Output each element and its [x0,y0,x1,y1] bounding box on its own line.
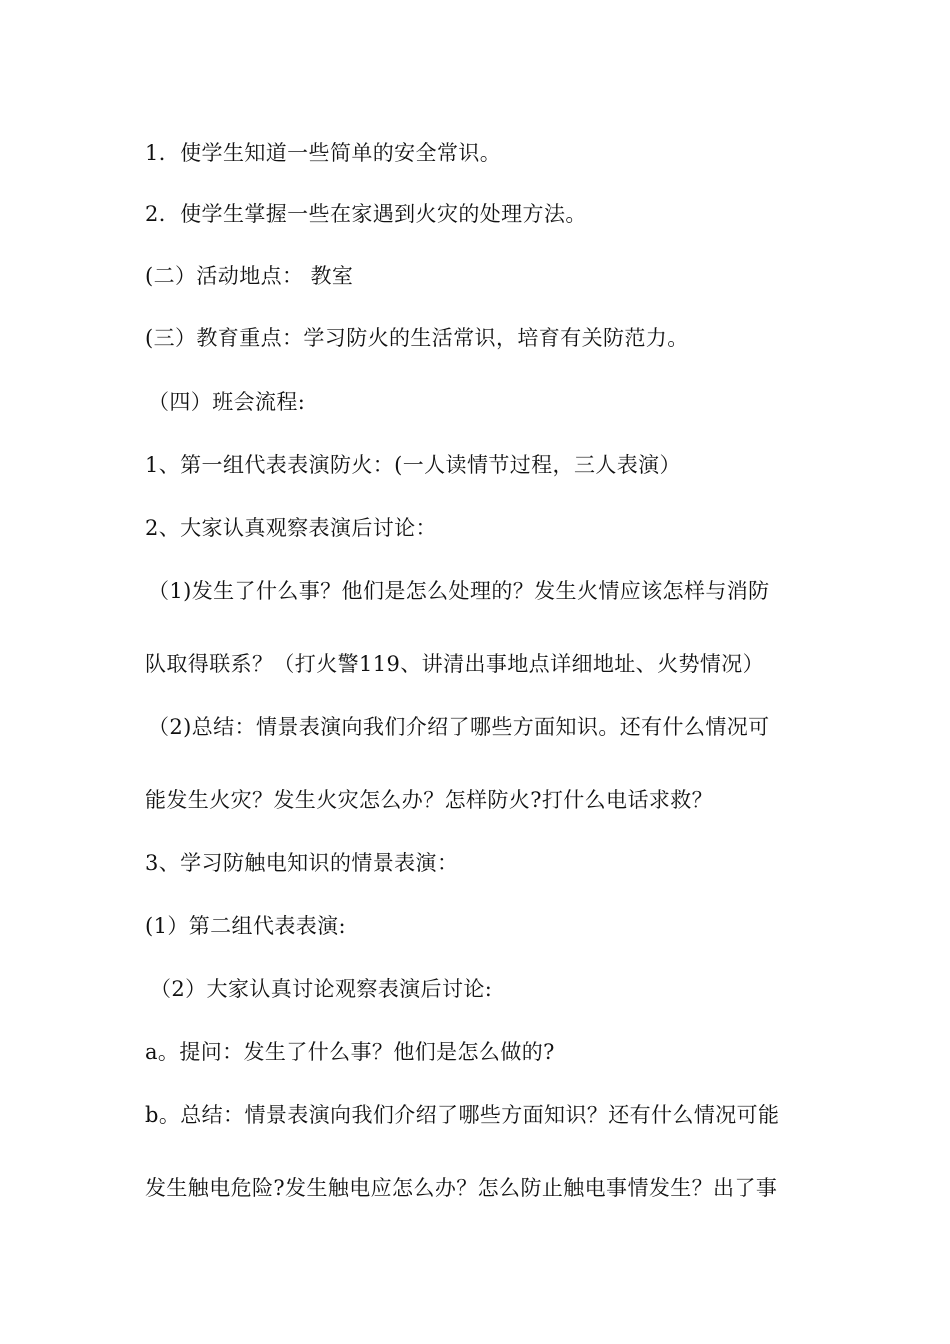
goal-line-1: 1．使学生知道一些简单的安全常识。 [145,141,502,165]
activity-location-line: (二）活动地点： 教室 [145,264,354,288]
education-focus-line: (三）教育重点：学习防火的生活常识，培育有关防范力。 [145,326,689,350]
discussion-item-2-line-2: 能发生火灾？发生火灾怎么办？怎样防火?打什么电话求救？ [145,788,714,812]
step-3-item-1: (1）第二组代表表演: [145,914,347,938]
summary-line-1: b。总结：情景表演向我们介绍了哪些方面知识？还有什么情况可能 [145,1103,780,1127]
process-step-3: 3、学习防触电知识的情景表演： [145,851,459,875]
process-step-2: 2、大家认真观察表演后讨论： [145,516,437,540]
process-step-1: 1、第一组代表表演防火：(一人读情节过程，三人表演） [145,453,681,477]
discussion-item-1-line-1: （1)发生了什么事？他们是怎么处理的？发生火情应该怎样与消防 [148,579,770,603]
summary-line-2: 发生触电危险?发生触电应怎么办？怎么防止触电事情发生？出了事 [145,1176,778,1200]
meeting-process-heading: （四）班会流程: [148,390,306,414]
question-line: a。提问：发生了什么事？他们是怎么做的? [145,1040,555,1064]
discussion-item-2-line-1: （2)总结：情景表演向我们介绍了哪些方面知识。还有什么情况可 [148,715,770,739]
goal-line-2: 2．使学生掌握一些在家遇到火灾的处理方法。 [145,202,587,226]
step-3-item-2: （2）大家认真讨论观察表演后讨论: [150,977,493,1001]
discussion-item-1-line-2: 队取得联系？（打火警119、讲清出事地点详细地址、火势情况） [145,652,765,676]
